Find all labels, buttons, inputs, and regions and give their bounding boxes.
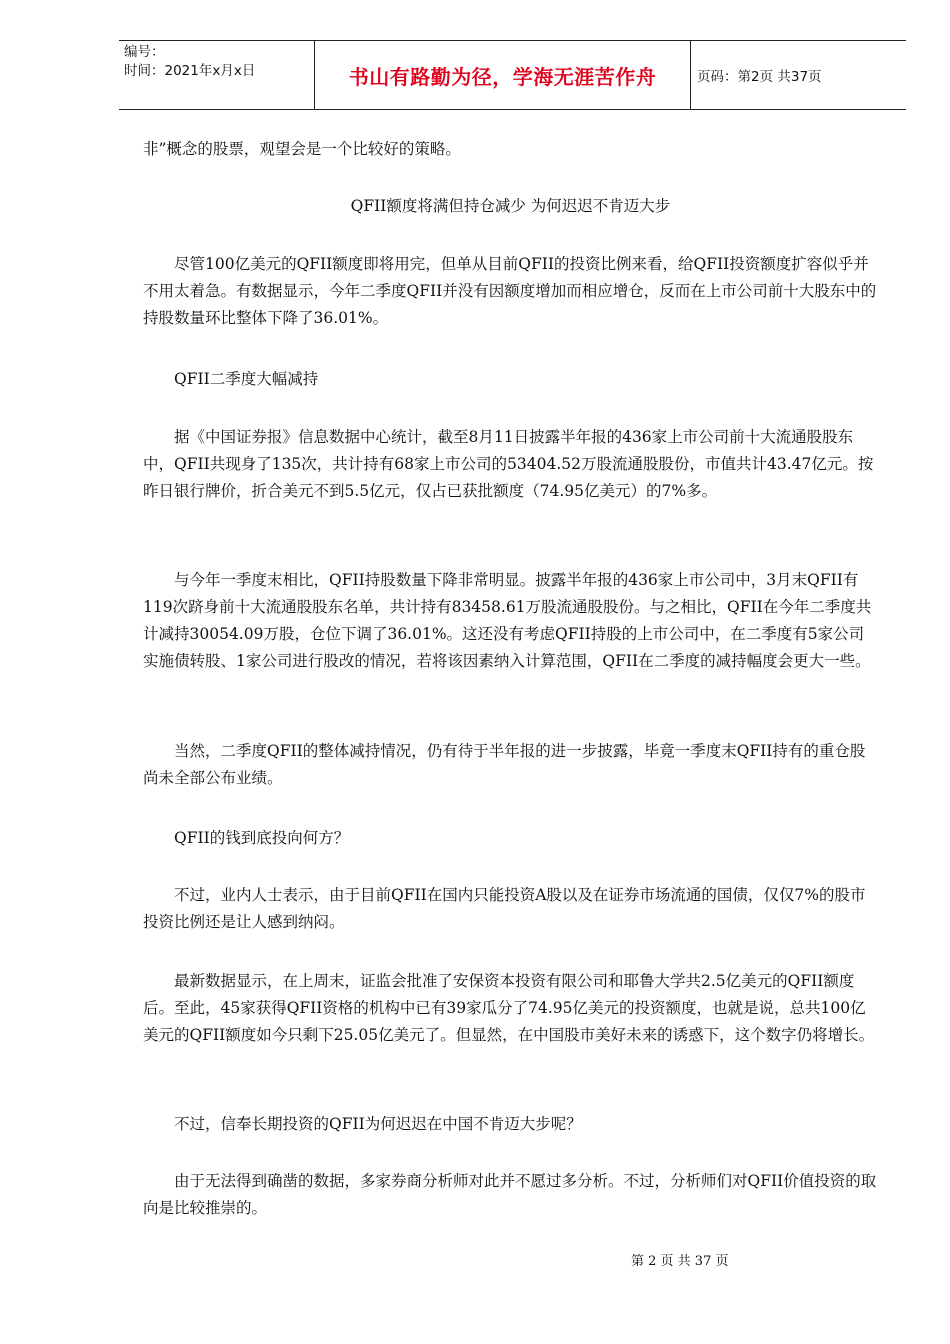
header-meta bbox=[119, 41, 315, 109]
paragraph: 当然，二季度QFII的整体减持情况，仍有待于半年报的进一步披露，毕竟一季度末QFII持有的重仓股尚未全部公布业绩。 bbox=[143, 742, 866, 787]
subheading: QFII二季度大幅减持 bbox=[174, 370, 319, 388]
paragraph: 由于无法得到确凿的数据，多家券商分析师对此并不愿过多分析。不过，分析师们对QFII价值投资的取向是比较推崇的。 bbox=[143, 1172, 877, 1217]
section-title: QFII额度将满但持仓减少 为何迟迟不肯迈大步 bbox=[350, 197, 671, 215]
paragraph: 与今年一季度末相比，QFII持股数量下降非常明显。披露半年报的436家上市公司中，3月末QFII有119次跻身前十大流通股股东名单，共计持有83458.61万股流通股股份。与之相比，QFII在今年二季度共计减持30054.09万股，仓位下调了36.01%。这还没有考虑QFII持股的上市公司中，在二季度有5家公司实施债转股、1家公司进行股改的情况，若将该因素纳入计算范围，QFII在二季度的减持幅度会更大一些。 bbox=[143, 571, 872, 670]
document-header bbox=[119, 40, 906, 110]
header-motto: 书山有路勤为径，学海无涯苦作舟 bbox=[315, 41, 691, 109]
time-label: 时间：2021年x月x日 bbox=[124, 63, 256, 79]
paragraph: 据《中国证券报》信息数据中心统计，截至8月11日披露半年报的436家上市公司前十大流通股股东中，QFII共现身了135次，共计持有68家上市公司的53404.52万股流通股股份，市值共计43.47亿元。按昨日银行牌价，折合美元不到5.5亿元，仅占已获批额度（74.95亿美元）的7%多。 bbox=[143, 428, 874, 500]
footer-page-number: 第 2 页 共 37 页 bbox=[631, 1254, 729, 1269]
paragraph: 尽管100亿美元的QFII额度即将用完，但单从目前QFII的投资比例来看，给QFII投资额度扩容似乎并不用太着急。有数据显示，今年二季度QFII并没有因额度增加而相应增仓，反而在上市公司前十大股东中的持股数量环比整体下降了36.01%。 bbox=[143, 255, 877, 327]
paragraph: 最新数据显示，在上周末，证监会批准了安保资本投资有限公司和耶鲁大学共2.5亿美元的QFII额度后。至此，45家获得QFII资格的机构中已有39家瓜分了74.95亿美元的投资额度，也就是说，总共100亿美元的QFII额度如今只剩下25.05亿美元了。但显然，在中国股市美好未来的诱惑下，这个数字仍将增长。 bbox=[143, 972, 875, 1044]
header-page-label: 页码：第2页 共37页 bbox=[697, 69, 822, 85]
subheading: QFII的钱到底投向何方？ bbox=[174, 829, 350, 847]
number-label: 编号： bbox=[124, 44, 165, 60]
paragraph-continuation: 非”概念的股票，观望会是一个比较好的策略。 bbox=[143, 140, 461, 158]
paragraph: 不过，业内人士表示，由于目前QFII在国内只能投资A股以及在证券市场流通的国债，仅仅7%的股市投资比例还是让人感到纳闷。 bbox=[143, 886, 866, 931]
subheading: 不过，信奉长期投资的QFII为何迟迟在中国不肯迈大步呢？ bbox=[174, 1115, 582, 1133]
